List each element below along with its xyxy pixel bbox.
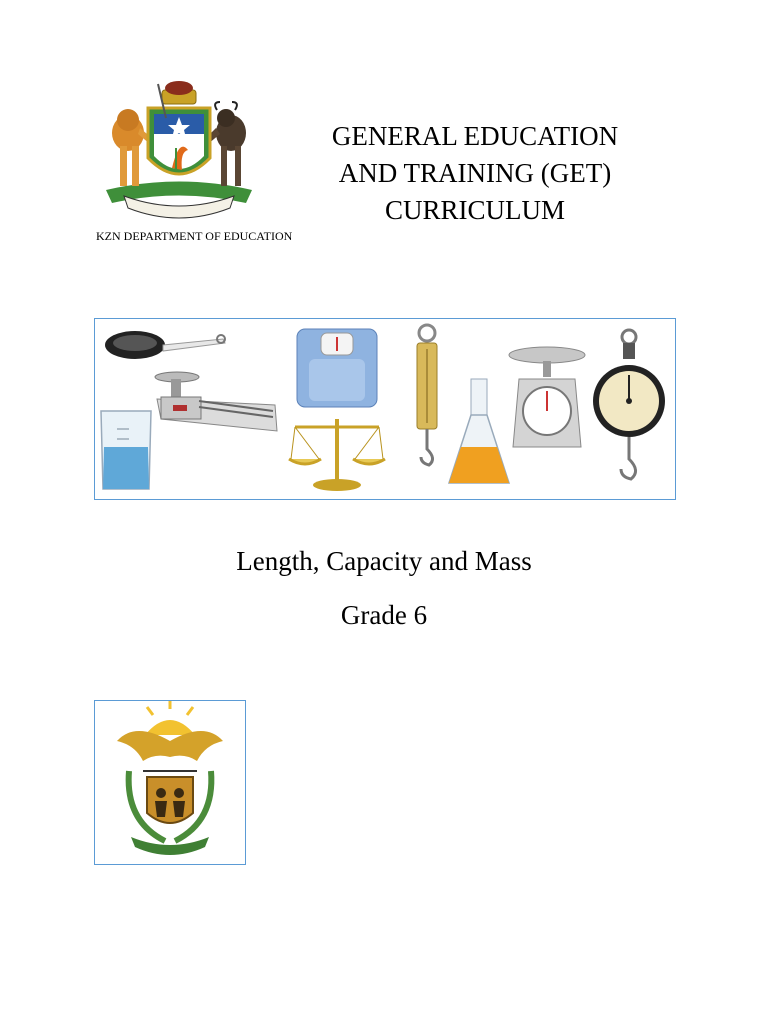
- bathroom-scale-image: [297, 329, 377, 407]
- sa-coat-of-arms: [95, 701, 245, 864]
- balance-scale-image: [289, 419, 385, 491]
- hanging-dial-scale-image: [593, 330, 665, 479]
- triple-beam-balance-image: [155, 372, 277, 431]
- spring-balance-image: [417, 325, 437, 465]
- grade-label: Grade 6: [340, 600, 428, 630]
- department-label: KZN DEPARTMENT OF EDUCATION: [96, 229, 293, 243]
- title-line-3: CURRICULUM: [384, 195, 566, 225]
- page-title: [290, 118, 660, 229]
- measuring-tape-image: [105, 331, 225, 359]
- measuring-equipment-banner: [94, 318, 676, 500]
- title-line-1: GENERAL EDUCATION: [331, 121, 619, 151]
- beaker-image: [101, 411, 151, 489]
- title-line-2: AND TRAINING (GET): [338, 158, 612, 188]
- subject-title: Length, Capacity and Mass: [236, 546, 532, 576]
- sa-coat-of-arms-frame: [94, 700, 246, 865]
- kitchen-scale-image: [509, 347, 585, 447]
- kzn-coat-of-arms: [96, 78, 262, 228]
- conical-flask-image: [449, 379, 509, 483]
